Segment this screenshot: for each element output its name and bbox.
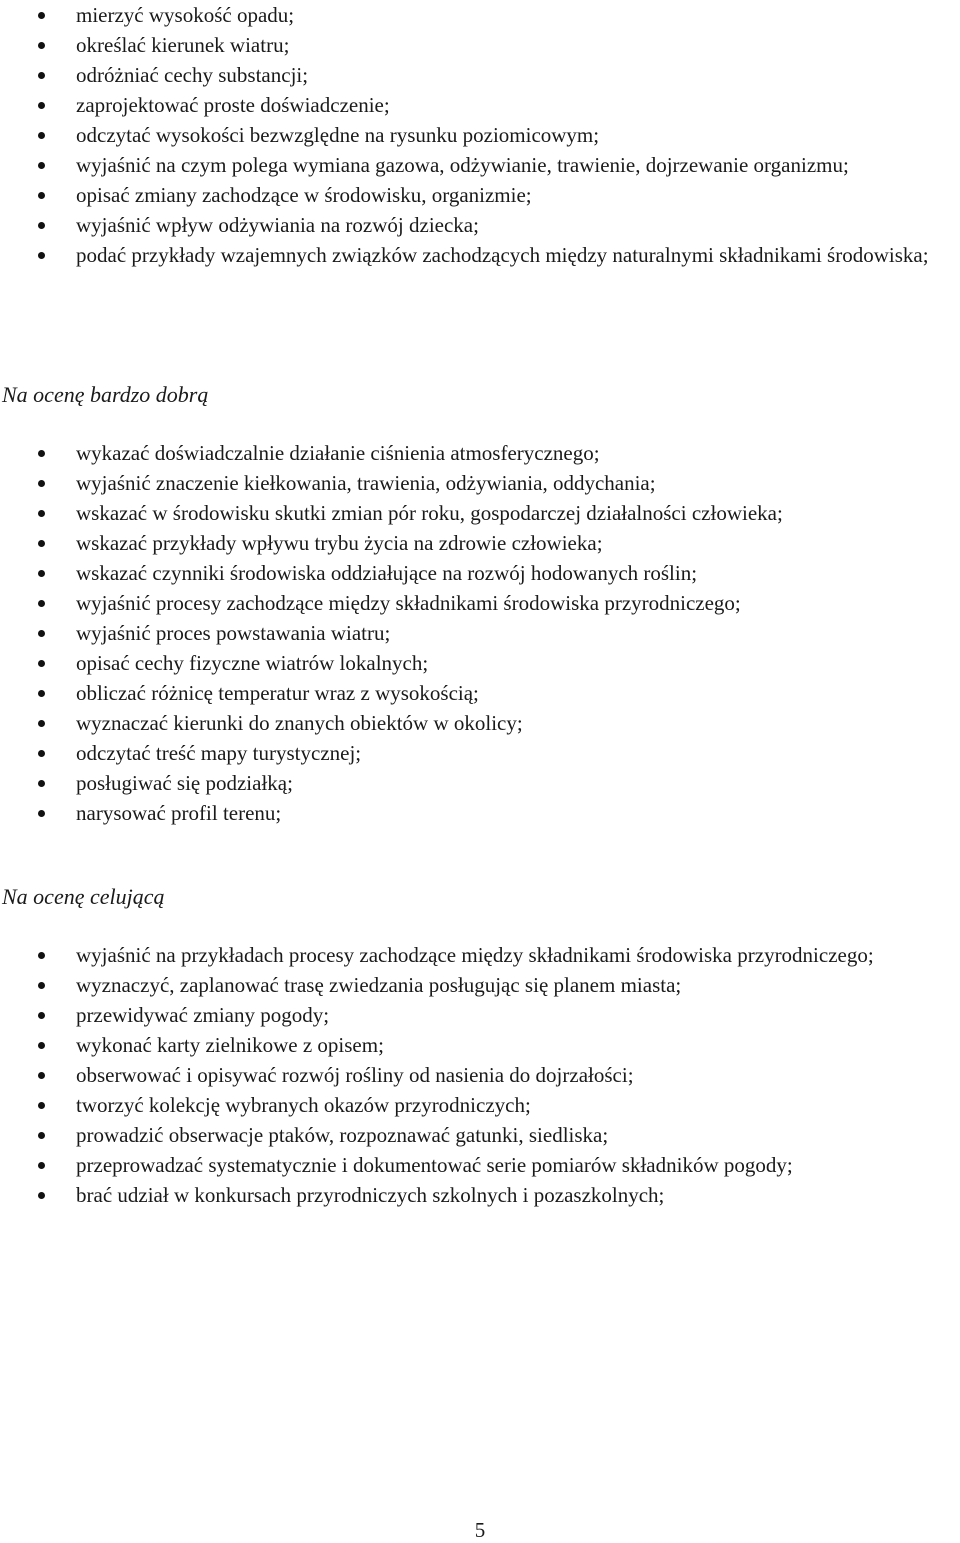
list-item-text: odróżniać cechy substancji;: [76, 63, 309, 87]
section-heading-very-good: Na ocenę bardzo dobrą: [2, 382, 209, 407]
list-item-text: wyjaśnić na czym polega wymiana gazowa, odżywianie, trawienie, dojrzewanie organizmu;: [76, 153, 849, 177]
list-item: [0, 180, 958, 210]
list-item: [0, 618, 958, 648]
list-item-text: obliczać różnicę temperatur wraz z wysokością;: [76, 681, 479, 705]
list-item-text: narysować profil terenu;: [76, 801, 282, 825]
list-item-text: zaprojektować proste doświadczenie;: [76, 93, 390, 117]
list-item-text: opisać zmiany zachodzące w środowisku, organizmie;: [76, 183, 532, 207]
list-item-text: wykazać doświadczalnie działanie ciśnienia atmosferycznego;: [76, 441, 600, 465]
bullet-icon: [38, 42, 45, 49]
list-item: [0, 1060, 958, 1090]
bullet-icon: [38, 780, 45, 787]
list-item: [0, 1000, 958, 1030]
list-item: [0, 498, 958, 528]
bullet-icon: [38, 690, 45, 697]
section-heading-excellent: Na ocenę celującą: [2, 884, 165, 909]
list-item: [0, 30, 958, 60]
list-item-text: wskazać w środowisku skutki zmian pór roku, gospodarczej działalności człowieka;: [76, 501, 783, 525]
bullet-icon: [38, 1162, 45, 1169]
list-item: [0, 1030, 958, 1060]
requirements-list-very-good: [0, 438, 958, 828]
list-item: [0, 1180, 958, 1210]
list-item-text: wyjaśnić znaczenie kiełkowania, trawienia, odżywiania, oddychania;: [76, 471, 656, 495]
list-item-text: wskazać przykłady wpływu trybu życia na zdrowie człowieka;: [76, 531, 603, 555]
list-item-text: wyznaczać kierunki do znanych obiektów w okolicy;: [76, 711, 523, 735]
list-item: [0, 588, 958, 618]
list-item-text: przewidywać zmiany pogody;: [76, 1003, 330, 1027]
list-item-text: mierzyć wysokość opadu;: [76, 3, 295, 27]
list-item-text: podać przykłady wzajemnych związków zachodzących między naturalnymi składnikami środowiska;: [76, 243, 929, 267]
bullet-icon: [38, 982, 45, 989]
bullet-icon: [38, 1192, 45, 1199]
list-item: [0, 940, 958, 970]
bullet-icon: [38, 630, 45, 637]
list-item: [0, 738, 958, 768]
list-item: [0, 708, 958, 738]
bullet-icon: [38, 192, 45, 199]
bullet-icon: [38, 1132, 45, 1139]
list-item: [0, 90, 958, 120]
list-item-text: wyjaśnić proces powstawania wiatru;: [76, 621, 391, 645]
bullet-icon: [38, 222, 45, 229]
list-item-text: prowadzić obserwacje ptaków, rozpoznawać gatunki, siedliska;: [76, 1123, 609, 1147]
list-item: [0, 0, 958, 30]
bullet-icon: [38, 510, 45, 517]
list-item-text: wskazać czynniki środowiska oddziałujące na rozwój hodowanych roślin;: [76, 561, 698, 585]
bullet-icon: [38, 720, 45, 727]
list-item-text: wykonać karty zielnikowe z opisem;: [76, 1033, 384, 1057]
list-item: [0, 1150, 958, 1180]
list-item-text: odczytać wysokości bezwzględne na rysunku poziomicowym;: [76, 123, 600, 147]
list-item: [0, 60, 958, 90]
bullet-icon: [38, 540, 45, 547]
list-item-text: wyjaśnić wpływ odżywiania na rozwój dziecka;: [76, 213, 479, 237]
list-item-text: wyjaśnić procesy zachodzące między składnikami środowiska przyrodniczego;: [76, 591, 741, 615]
bullet-icon: [38, 1042, 45, 1049]
bullet-icon: [38, 570, 45, 577]
list-item: [0, 468, 958, 498]
bullet-icon: [38, 660, 45, 667]
list-item: [0, 150, 958, 180]
list-item: [0, 768, 958, 798]
bullet-icon: [38, 12, 45, 19]
list-item: [0, 1090, 958, 1120]
list-item-text: posługiwać się podziałką;: [76, 771, 293, 795]
list-item: [0, 210, 958, 240]
list-item-text: obserwować i opisywać rozwój rośliny od nasienia do dojrzałości;: [76, 1063, 634, 1087]
bullet-icon: [38, 450, 45, 457]
list-item: [0, 798, 958, 828]
page-number: 5: [474, 1518, 486, 1542]
bullet-icon: [38, 952, 45, 959]
list-item-text: odczytać treść mapy turystycznej;: [76, 741, 362, 765]
list-item-text: opisać cechy fizyczne wiatrów lokalnych;: [76, 651, 429, 675]
list-item: [0, 240, 958, 270]
bullet-icon: [38, 480, 45, 487]
list-item-text: określać kierunek wiatru;: [76, 33, 290, 57]
bullet-icon: [38, 72, 45, 79]
list-item-text: wyznaczyć, zaplanować trasę zwiedzania posługując się planem miasta;: [76, 973, 682, 997]
bullet-icon: [38, 1072, 45, 1079]
list-item: [0, 678, 958, 708]
bullet-icon: [38, 252, 45, 259]
list-item: [0, 648, 958, 678]
list-item: [0, 120, 958, 150]
list-item: [0, 558, 958, 588]
list-item-text: przeprowadzać systematycznie i dokumentować serie pomiarów składników pogody;: [76, 1153, 793, 1177]
list-item: [0, 970, 958, 1000]
list-item: [0, 528, 958, 558]
bullet-icon: [38, 600, 45, 607]
bullet-icon: [38, 132, 45, 139]
bullet-icon: [38, 810, 45, 817]
list-item-text: brać udział w konkursach przyrodniczych szkolnych i pozaszkolnych;: [76, 1183, 665, 1207]
bullet-icon: [38, 1012, 45, 1019]
list-item: [0, 438, 958, 468]
bullet-icon: [38, 162, 45, 169]
list-item: [0, 1120, 958, 1150]
list-item-text: wyjaśnić na przykładach procesy zachodzące między składnikami środowiska przyrodniczego;: [76, 943, 874, 967]
bullet-icon: [38, 102, 45, 109]
bullet-icon: [38, 1102, 45, 1109]
requirements-list-excellent: [0, 940, 958, 1210]
list-item-text: tworzyć kolekcję wybranych okazów przyrodniczych;: [76, 1093, 531, 1117]
requirements-list-basic: [0, 0, 958, 270]
bullet-icon: [38, 750, 45, 757]
